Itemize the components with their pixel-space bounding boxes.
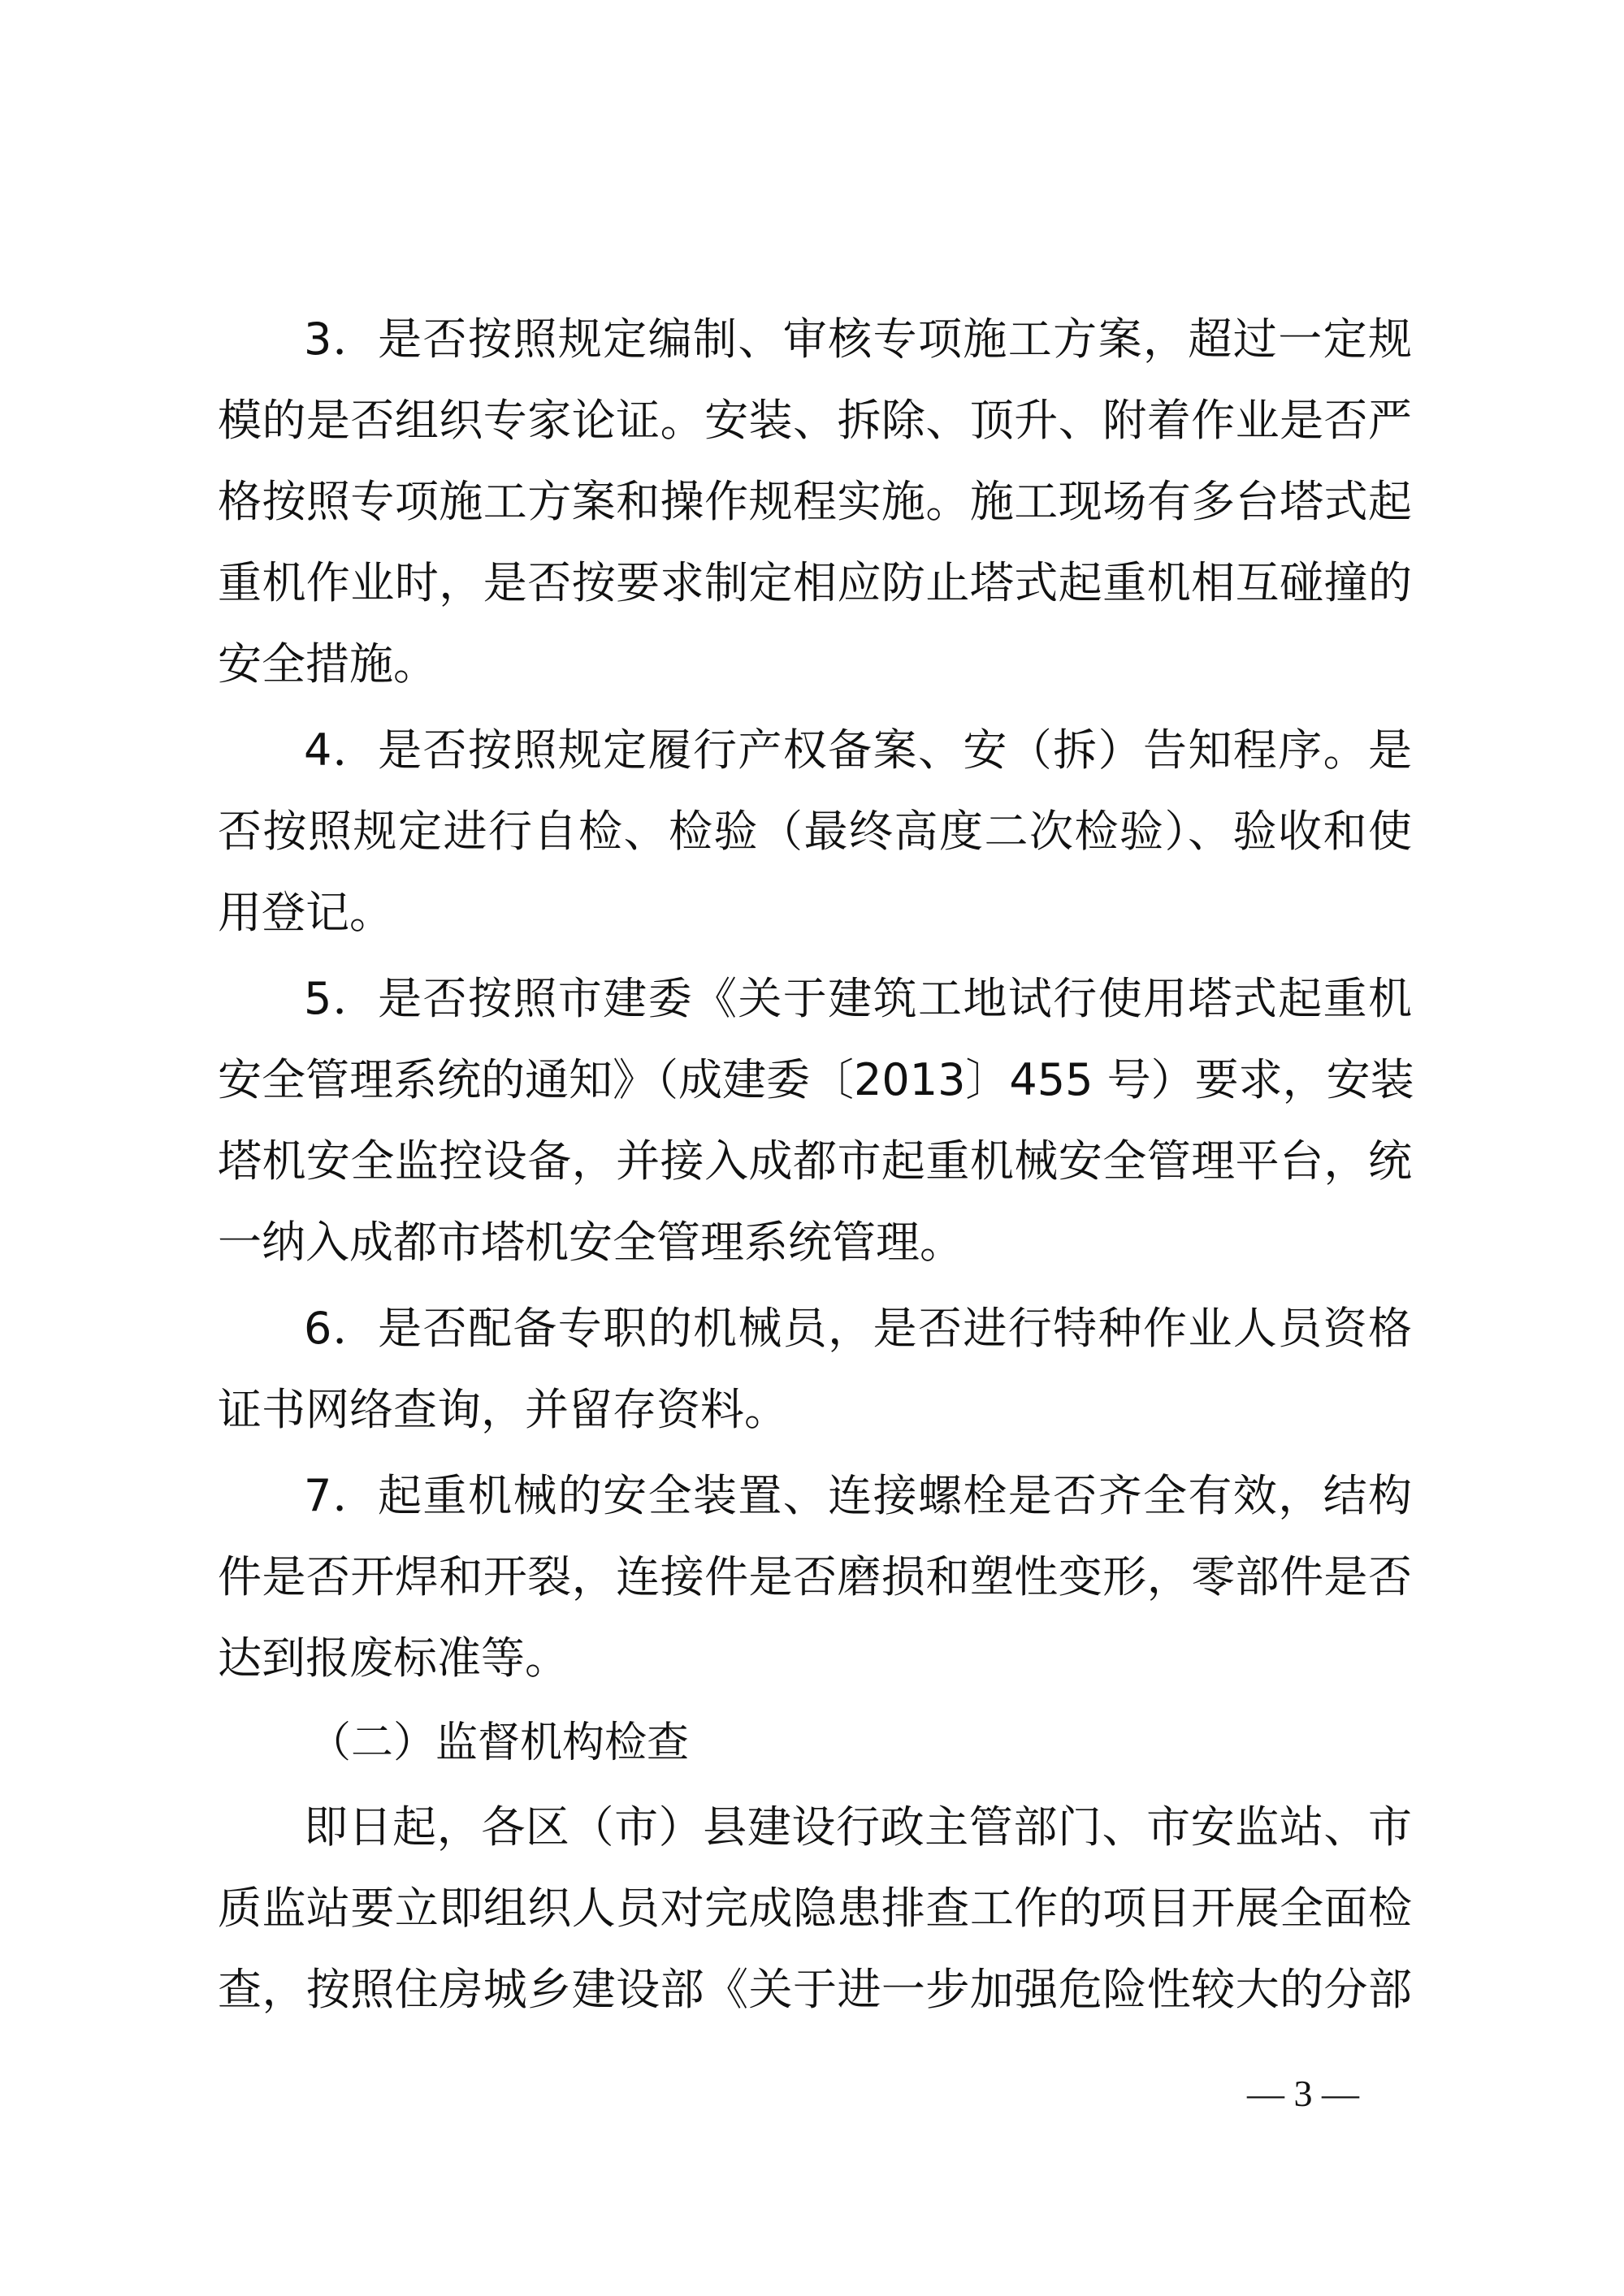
- section-heading: （二）监督机构检查: [309, 1719, 690, 1767]
- paragraph-7-line-2: 件是否开焊和开裂，连接件是否磨损和塑性变形，零部件是否: [218, 1551, 1412, 1602]
- paragraph-5-line-3: 塔机安全监控设备，并接入成都市起重机械安全管理平台，统: [218, 1135, 1412, 1187]
- paragraph-5-line-1: 5．是否按照市建委《关于建筑工地试行使用塔式起重机: [304, 973, 1412, 1024]
- paragraph-3-line-2: 模的是否组织专家论证。安装、拆除、顶升、附着作业是否严: [218, 395, 1412, 446]
- closing-paragraph-line-3: 查，按照住房城乡建设部《关于进一步加强危险性较大的分部: [218, 1964, 1412, 2015]
- paragraph-7-line-1: 7．起重机械的安全装置、连接螺栓是否齐全有效，结构: [304, 1470, 1412, 1521]
- paragraph-5-line-4: 一纳入成都市塔机安全管理系统管理。: [218, 1217, 964, 1268]
- closing-paragraph-line-2: 质监站要立即组织人员对完成隐患排查工作的项目开展全面检: [218, 1883, 1412, 1934]
- paragraph-3-line-4: 重机作业时，是否按要求制定相应防止塔式起重机相互碰撞的: [218, 557, 1412, 608]
- closing-paragraph-line-1: 即日起，各区（市）县建设行政主管部门、市安监站、市: [304, 1801, 1412, 1853]
- paragraph-7-line-3: 达到报废标准等。: [218, 1632, 569, 1684]
- paragraph-3-line-3: 格按照专项施工方案和操作规程实施。施工现场有多台塔式起: [218, 476, 1412, 527]
- paragraph-6-line-1: 6．是否配备专职的机械员，是否进行特种作业人员资格: [304, 1303, 1412, 1354]
- paragraph-3-line-5: 安全措施。: [218, 638, 437, 690]
- paragraph-4-line-2: 否按照规定进行自检、检验（最终高度二次检验）、验收和使: [218, 806, 1412, 857]
- paragraph-4-line-3: 用登记。: [218, 887, 393, 938]
- paragraph-5-line-2: 安全管理系统的通知》（成建委〔2013〕455 号）要求，安装: [218, 1054, 1414, 1105]
- paragraph-3-line-1: 3．是否按照规定编制、审核专项施工方案，超过一定规: [304, 313, 1412, 365]
- paragraph-6-line-2: 证书网络查询，并留存资料。: [218, 1384, 788, 1435]
- page-number: — 3 —: [1247, 2073, 1359, 2114]
- paragraph-4-line-1: 4．是否按照规定履行产权备案、安（拆）告知程序。是: [304, 724, 1412, 776]
